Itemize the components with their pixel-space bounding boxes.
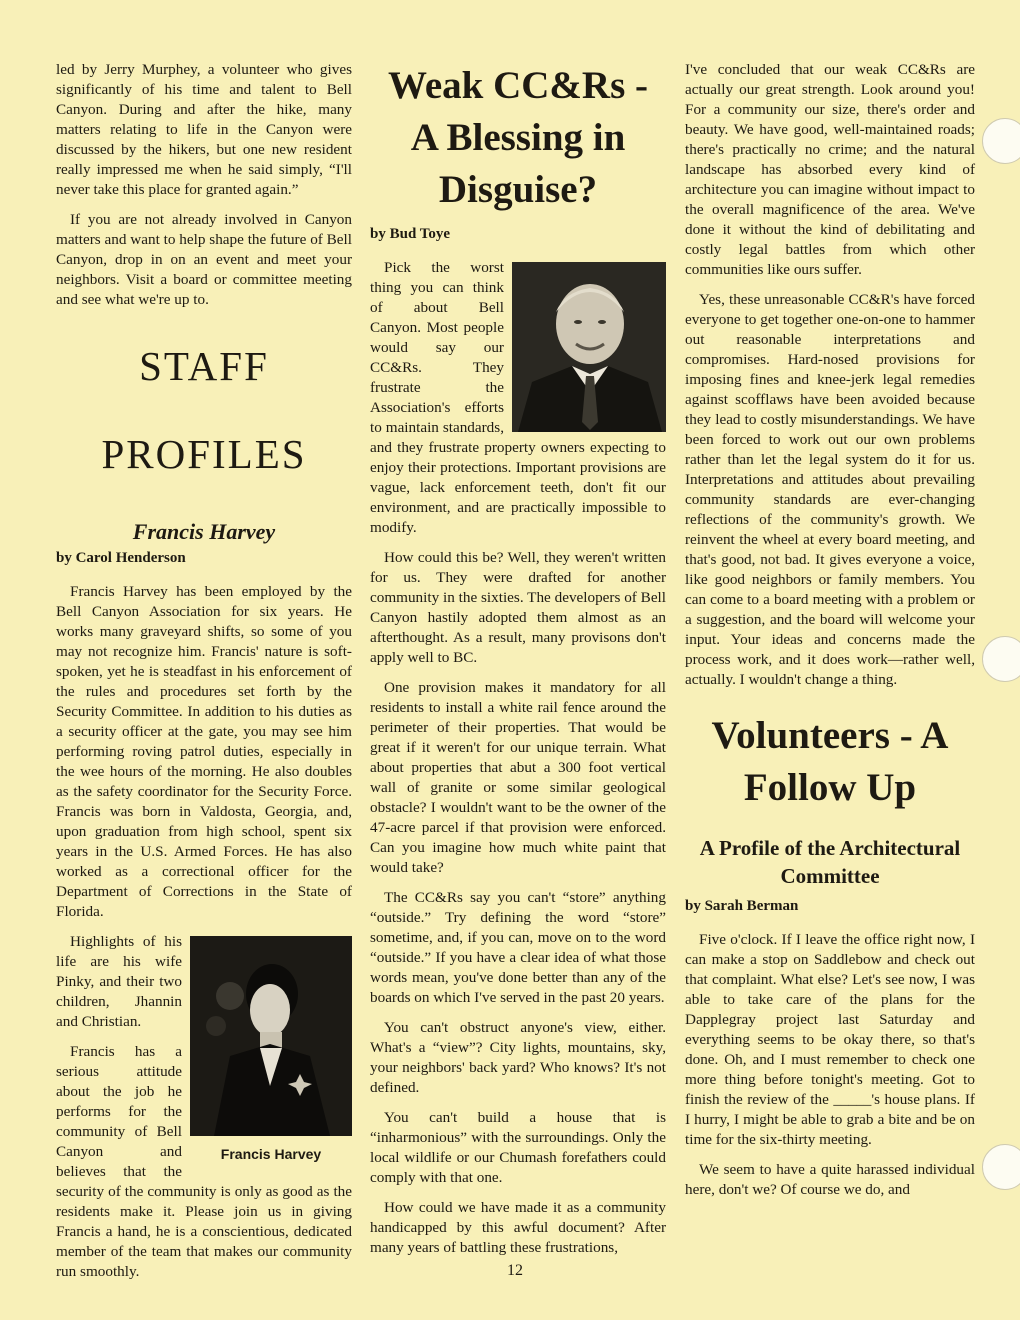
bud-toye-photo — [512, 262, 666, 432]
committee-byline: by Sarah Berman — [685, 898, 799, 914]
binder-hole-middle — [982, 636, 1020, 682]
volunteers-title-line-1: Volunteers - A — [711, 714, 949, 757]
profile-paragraph-2: Highlights of his life are his wife Pinky, and their two children, Jhannin and Christian. — [56, 933, 182, 1030]
article-paragraph-5: You can't obstruct anyone's view, either. What's a “view”? City lights, mountains, sky, your neighbors' back yard? Who knows? It's not defined. — [370, 1019, 666, 1096]
portrait-image — [190, 936, 352, 1136]
committee-paragraph-2: We seem to have a quite harassed individual here, don't we? Of course we do, and — [685, 1161, 975, 1198]
title-line-1: Weak CC&Rs - — [388, 64, 648, 107]
article-paragraph-7: How could we have made it as a community handicapped by this awful document? After many years of battling these frustrations, — [370, 1199, 666, 1256]
left-column — [56, 60, 352, 1292]
article-paragraph-2: How could this be? Well, they weren't written for us. They were drafted for another community in the sixties. The developers of Bell Canyon hastily adopted them almost as an afterthought. As a result, many provisons don't apply well to BC. — [370, 549, 666, 666]
article-byline: by Bud Toye — [370, 226, 451, 242]
francis-harvey-photo — [190, 936, 352, 1136]
volunteers-title — [685, 710, 975, 814]
continued-paragraph: led by Jerry Murphey, a volunteer who gives significantly of his time and talent to Bell Canyon. During and after the hike, many matters relating to life in the Canyon were discussed by the hikers, but one new resident really impressed me when he said simply, “I'll never take this place for granted again.” — [56, 61, 352, 198]
article-paragraph-3: One provision makes it mandatory for all residents to install a white rail fence around the perimeter of their properties. That would be great if it weren't for our unique terrain. What about properties that abut a 300 foot vertical wall of granite or some similar geological obstacle? I wouldn't want to be the owner of the 47-acre parcel if that provision were enforced. Can you imagine how much white paint that would take? — [370, 679, 666, 876]
middle-column — [370, 60, 666, 1268]
profile-paragraph-3: Francis has a serious attitude about the job he performs for the community of Bell Canyon and believes that the security of the community is only as good as the residents make it. Please join us in giving Francis a hand, he is a conscientious, dedicated member of the team that makes our community run smoothly. — [56, 1043, 352, 1280]
profiles-heading: PROFILES — [101, 431, 307, 477]
title-line-2: A Blessing in — [410, 116, 626, 159]
ccr-paragraph: Yes, these unreasonable CC&R's have forced everyone to get together one-on-one to hammer out reasonable interpretations and compromises. Hard-nosed provisions for imposing fines and knee-jerk legal remedies against scofflaws have been avoided because they lead to costly misunderstandings. We have been forced to work out our own problems rather than let the legal system do it for us. Interpretations and attitudes about prevailing community standards are ever-changing reflections of the community's growth. We reinvent the wheel at every board meeting, and that's good, not bad. It gives everyone a voice, like good neighbors or family members. You can come to a board meeting with a problem or a suggestion, and the board will welcome your input. Your ideas and concerns made the process work, and it does work—rather well, actually. I wouldn't change a thing. — [685, 291, 975, 688]
committee-paragraph-1: Five o'clock. If I leave the office right now, I can make a stop on Saddlebow and check out that complaint. What else? Let's see now, I was able to take care of the plans for the Dapplegray project last Saturday and everything seems to be okay there, so that's done. Oh, and I must remember to check one more thing before tonight's meeting. Got to finish the review of the _____'s house plans. If I hurry, I might be able to grab a bite and be on time for the six-thirty meeting. — [685, 931, 975, 1148]
binder-hole-top — [982, 118, 1020, 164]
article-title — [370, 60, 666, 216]
profile-name: Francis Harvey — [132, 519, 276, 544]
article-paragraph-4: The CC&Rs say you can't “store” anything “outside.” Try defining the word “store” sometime, and, if you can, move on to the word “outside.” If you have a clear idea of what those words mean, you've done better than any of the boards on which I've served in the past 20 years. — [370, 889, 666, 1006]
profile-byline: by Carol Henderson — [56, 550, 186, 566]
photo-caption: Francis Harvey — [220, 1146, 322, 1162]
portrait-image — [512, 262, 666, 432]
volunteers-title-line-2: Follow Up — [743, 766, 917, 809]
committee-subtitle: A Profile of the Architectural Committee — [699, 836, 961, 888]
binder-hole-bottom — [982, 1144, 1020, 1190]
article-paragraph-1: Pick the worst thing you can think of about Bell Canyon. Most people would say our CC&Rs. They frustrate the Association's efforts to maintain standards, and they frustrate property owners expecting to enjoy their protections. Important provisions are vague, lack enforcement teeth, don't fit our environment, and are practically impossible to modify. — [370, 259, 666, 536]
involvement-paragraph: If you are not already involved in Canyon matters and want to help shape the future of Bell Canyon, drop in on an event and meet your neighbors. Visit a board or committee meeting and see what we're up to. — [56, 211, 352, 308]
right-column — [685, 60, 975, 1210]
page-number: 12 — [507, 1262, 523, 1279]
staff-heading: STAFF — [139, 343, 269, 389]
profile-paragraph-1: Francis Harvey has been employed by the Bell Canyon Association for six years. He works many graveyard shifts, so some of you may not recognize him. Francis' nature is soft-spoken, yet he is steadfast in his enforcement of the rules and procedures set forth by the Security Committee. In addition to his duties as a security officer at the gate, you may see him performing roving patrol duties, especially in the wee hours of the morning. He also doubles as the safety coordinator for the Security Force. Francis was born in Valdosta, Georgia, and, upon graduation from high school, spent six years in the U.S. Armed Forces. He has also worked as a correctional officer for the Department of Corrections in the State of Florida. — [56, 583, 352, 920]
continued-paragraph: I've concluded that our weak CC&Rs are actually our great strength. Look around you! For a community our size, there's order and beauty. We have good, well-maintained roads; there's practically no crime; and the natural landscape has absorbed every kind of architecture you can imagine without impact to the overall magnificence of the area. We've done it without the kind of debilitating and costly legal battles from which other communities like ours suffer. — [685, 61, 975, 278]
title-line-3: Disguise? — [438, 168, 598, 211]
article-paragraph-6: You can't build a house that is “inharmonious” with the surroundings. Only the local wildlife or our Chumash forefathers could comply with that one. — [370, 1109, 666, 1186]
